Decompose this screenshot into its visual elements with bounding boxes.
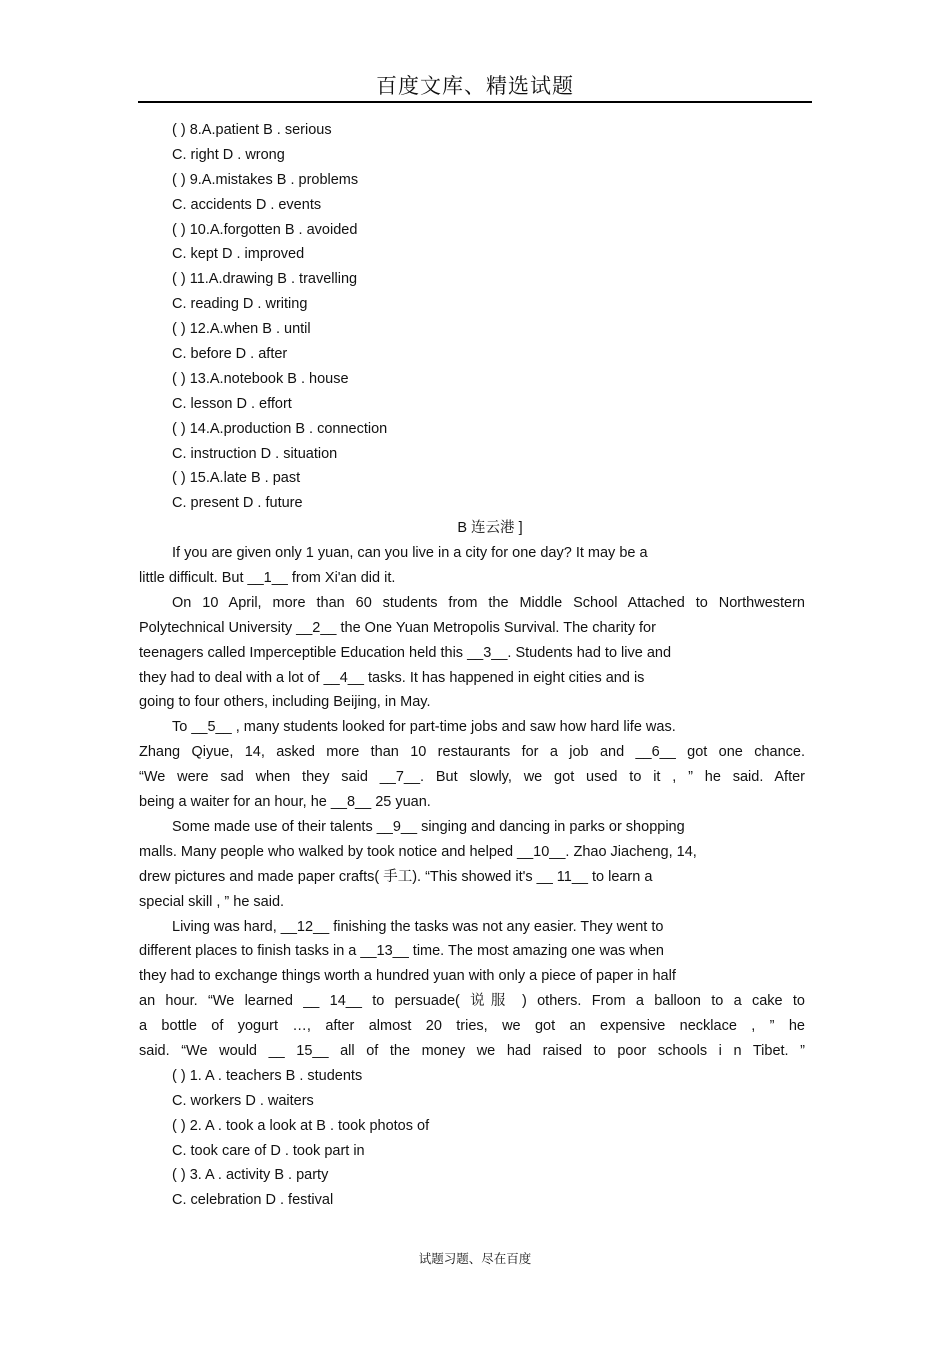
page-footer: 试题习题、尽在百度 bbox=[418, 1251, 532, 1266]
question-option-line: C. instruction D . situation bbox=[172, 445, 338, 462]
question-option-line: ( ) 2. A . took a look at B . took photos of bbox=[172, 1117, 430, 1134]
line-text: Zhang Qiyue, 14, asked more than 10 restaurants for a job and __6__ got one chance. bbox=[139, 744, 805, 761]
paragraph-line: different places to finish tasks in a __13__ time. The most amazing one was when bbox=[139, 943, 664, 960]
paragraph-line: Living was hard, __12__ finishing the tasks was not any easier. They went to bbox=[172, 918, 664, 935]
paragraph-line: malls. Many people who walked by took notice and helped __10__. Zhao Jiacheng, 14, bbox=[139, 843, 697, 860]
paragraph-line: drew pictures and made paper crafts( 手工). “This showed it's __ 11__ to learn a bbox=[139, 868, 653, 885]
document-body bbox=[0, 118, 950, 1213]
question-option-line: ( ) 13.A.notebook B . house bbox=[172, 370, 349, 387]
question-option-line: ( ) 3. A . activity B . party bbox=[172, 1167, 329, 1184]
line-text: said. “We would __ 15__ all of the money we had raised to poor schools i n Tibet. ” bbox=[139, 1042, 805, 1059]
paragraph-line bbox=[0, 1039, 805, 1064]
paragraph-line: going to four others, including Beijing, in May. bbox=[139, 694, 431, 711]
question-option-line: C. lesson D . effort bbox=[172, 395, 292, 412]
question-option-line: C. reading D . writing bbox=[172, 296, 308, 313]
paragraph-line bbox=[0, 989, 805, 1014]
paragraph-line bbox=[0, 591, 805, 616]
paragraph-line: they had to deal with a lot of __4__ tasks. It has happened in eight cities and is bbox=[139, 669, 645, 686]
paragraph-line bbox=[0, 765, 805, 790]
question-option-line: ( ) 11.A.drawing B . travelling bbox=[172, 271, 358, 288]
page-header-title: 百度文库、精选试题 bbox=[376, 74, 574, 98]
paragraph-line: To __5__ , many students looked for part-time jobs and saw how hard life was. bbox=[172, 719, 676, 736]
line-text: an hour. “We learned __ 14__ to persuade( 说服 ) others. From a balloon to a cake to bbox=[139, 993, 805, 1010]
paragraph-line bbox=[0, 740, 805, 765]
question-option-line: C. workers D . waiters bbox=[172, 1092, 314, 1109]
line-text: On 10 April, more than 60 students from the Middle School Attached to Northwestern bbox=[172, 594, 805, 611]
paragraph-line: teenagers called Imperceptible Education held this __3__. Students had to live and bbox=[139, 644, 672, 661]
question-option-line: C. kept D . improved bbox=[172, 246, 305, 263]
question-option-line: C. present D . future bbox=[172, 495, 303, 512]
paragraph-line: Polytechnical University __2__ the One Yuan Metropolis Survival. The charity for bbox=[139, 619, 656, 636]
question-option-line: ( ) 8.A.patient B . serious bbox=[172, 122, 332, 138]
paragraph-line: Some made use of their talents __9__ singing and dancing in parks or shopping bbox=[172, 818, 685, 835]
section-heading: B 连云港 ] bbox=[457, 520, 523, 537]
paragraph-line bbox=[0, 1014, 805, 1039]
question-option-line: ( ) 12.A.when B . until bbox=[172, 321, 311, 338]
question-option-line: ( ) 1. A . teachers B . students bbox=[172, 1067, 363, 1084]
question-option-line: ( ) 14.A.production B . connection bbox=[172, 420, 388, 437]
paragraph-line: little difficult. But __1__ from Xi'an did it. bbox=[139, 570, 396, 587]
paragraph-line: being a waiter for an hour, he __8__ 25 yuan. bbox=[139, 794, 431, 811]
question-option-line: C. accidents D . events bbox=[172, 196, 322, 213]
question-option-line: C. took care of D . took part in bbox=[172, 1142, 365, 1159]
question-option-line: ( ) 9.A.mistakes B . problems bbox=[172, 171, 359, 188]
line-text: a bottle of yogurt …, after almost 20 tries, we got an expensive necklace , ” he bbox=[139, 1018, 805, 1035]
question-option-line: ( ) 10.A.forgotten B . avoided bbox=[172, 221, 358, 238]
question-option-line: C. celebration D . festival bbox=[172, 1192, 334, 1209]
paragraph-line: they had to exchange things worth a hundred yuan with only a piece of paper in half bbox=[139, 968, 676, 985]
paragraph-line: If you are given only 1 yuan, can you live in a city for one day? It may be a bbox=[172, 545, 648, 562]
question-option-line: C. right D . wrong bbox=[172, 146, 285, 163]
header-divider bbox=[138, 101, 812, 103]
line-text: “We were sad when they said __7__. But slowly, we got used to it , ” he said. After bbox=[139, 769, 805, 786]
question-option-line: ( ) 15.A.late B . past bbox=[172, 470, 301, 487]
question-option-line: C. before D . after bbox=[172, 346, 288, 363]
paragraph-line: special skill , ” he said. bbox=[139, 893, 285, 910]
